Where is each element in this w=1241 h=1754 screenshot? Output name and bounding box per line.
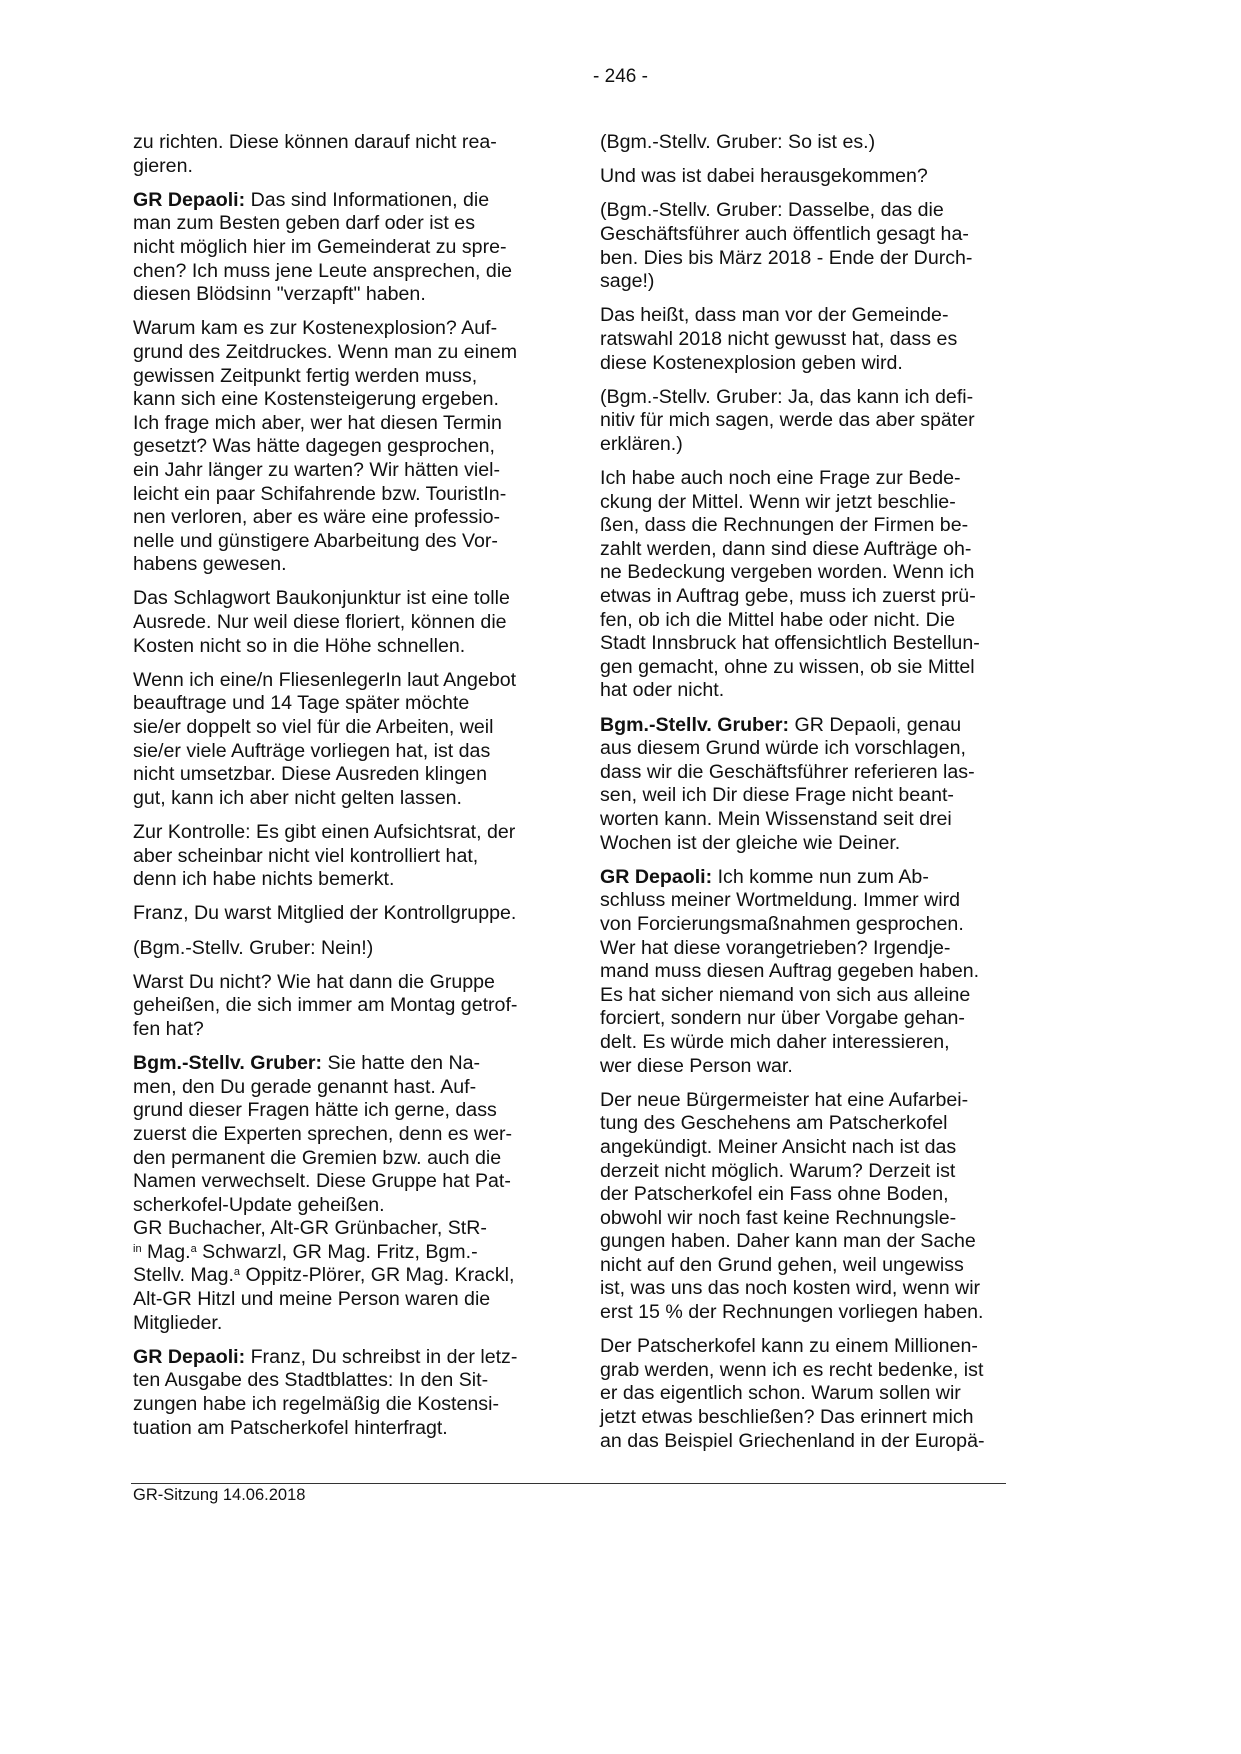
- text-line: geheißen, die sich immer am Montag getrof-: [133, 994, 518, 1017]
- paragraph: [133, 821, 583, 892]
- text-line: zu richten. Diese können darauf nicht rea-: [133, 131, 497, 153]
- paragraph: [600, 866, 1050, 1078]
- text-line: der Patscherkofel ein Fass ohne Boden,: [600, 1183, 949, 1206]
- text-line: GR Depaoli: Ich komme nun zum Ab-: [600, 865, 929, 888]
- paragraph: [600, 131, 1050, 155]
- text-line: Ich frage mich aber, wer hat diesen Termin: [133, 411, 502, 434]
- text-line: leicht ein paar Schifahrende bzw. TouristIn-: [133, 482, 507, 505]
- text-line: $^{in}$ Mag.$^a$ Schwarzl, GR Mag. Fritz, Bgm.-: [133, 1240, 478, 1263]
- paragraph: [600, 165, 1050, 189]
- paragraph: [600, 1089, 1050, 1325]
- text-line: Namen verwechselt. Diese Gruppe hat Pat-: [133, 1170, 511, 1193]
- text-line: sie/er viele Aufträge vorliegen hat, ist das: [133, 739, 491, 762]
- text-line: grund des Zeitdruckes. Wenn man zu einem: [133, 340, 518, 363]
- text-line: sen, weil ich Dir diese Frage nicht beant-: [600, 784, 954, 807]
- text-line: Es hat sicher niemand von sich aus alleine: [600, 983, 971, 1006]
- superscript: in: [133, 1242, 142, 1255]
- speaker-name: Bgm.-Stellv. Gruber:: [133, 1052, 323, 1075]
- text-line: gen gemacht, ohne zu wissen, ob sie Mittel: [600, 655, 975, 678]
- text-line: gewissen Zeitpunkt fertig werden muss,: [133, 364, 478, 387]
- text-line: Und was ist dabei herausgekommen?: [600, 165, 928, 188]
- paragraph: [133, 131, 583, 178]
- text-line: denn ich habe nichts bemerkt.: [133, 868, 395, 891]
- paragraph: [133, 587, 583, 658]
- text-line: worten kann. Mein Wissenstand seit drei: [600, 808, 952, 830]
- text-line: Mitglieder.: [133, 1311, 223, 1334]
- text-line: forciert, sondern nur über Vorgabe gehan-: [600, 1007, 965, 1030]
- text-line: delt. Es würde mich daher interessieren,: [600, 1030, 950, 1053]
- text-line: zuerst die Experten sprechen, denn es wer-: [133, 1122, 513, 1145]
- superscript: a: [190, 1242, 197, 1255]
- right-column: [600, 131, 1050, 1464]
- paragraph: [133, 1052, 583, 1335]
- text-line: aber scheinbar nicht viel kontrolliert hat,: [133, 844, 479, 867]
- paragraph: [133, 937, 583, 961]
- text-line: hat oder nicht.: [600, 679, 725, 702]
- text-line: aus diesem Grund würde ich vorschlagen,: [600, 737, 966, 760]
- speaker-name: Bgm.-Stellv. Gruber:: [600, 713, 790, 736]
- text-line: grab werden, wenn ich es recht bedenke, ist: [600, 1358, 984, 1381]
- text-line: tung des Geschehens am Patscherkofel: [600, 1112, 948, 1135]
- text-line: kann sich eine Kostensteigerung ergeben.: [133, 388, 500, 411]
- text-line: ben. Dies bis März 2018 - Ende der Durch-: [600, 246, 973, 269]
- text-line: wer diese Person war.: [600, 1054, 793, 1077]
- text-line: Der Patscherkofel kann zu einem Millionen-: [600, 1335, 978, 1358]
- text-line: sage!): [600, 270, 655, 293]
- text-line: er das eigentlich schon. Warum sollen wir: [600, 1382, 961, 1405]
- footer-text: GR-Sitzung 14.06.2018: [133, 1486, 306, 1504]
- text-line: fen, ob ich die Mittel habe oder nicht. Die: [600, 608, 956, 631]
- text-line: habens gewesen.: [133, 553, 287, 576]
- text-line: grund dieser Fragen hätte ich gerne, dass: [133, 1099, 497, 1122]
- text-line: Ausrede. Nur weil diese floriert, können die: [133, 611, 507, 634]
- text-line: von Forcierungsmaßnahmen gesprochen.: [600, 912, 964, 935]
- text-line: ne Bedeckung vergeben worden. Wenn ich: [600, 561, 975, 584]
- text-line: gungen haben. Daher kann man der Sache: [600, 1230, 976, 1253]
- text-line: gut, kann ich aber nicht gelten lassen.: [133, 786, 462, 809]
- text-line: ein Jahr länger zu warten? Wir hätten viel-: [133, 458, 501, 481]
- text-line: Franz, Du warst Mitglied der Kontrollgruppe.: [133, 902, 517, 925]
- text-line: angekündigt. Meiner Ansicht nach ist das: [600, 1135, 957, 1158]
- text-line: Alt-GR Hitzl und meine Person waren die: [133, 1288, 491, 1311]
- text-line: Geschäftsführer auch öffentlich gesagt ha-: [600, 222, 969, 245]
- text-line: nicht möglich hier im Gemeinderat zu spre-: [133, 235, 507, 258]
- text-line: mand muss diesen Auftrag gegeben haben.: [600, 960, 980, 983]
- speaker-name: GR Depaoli:: [133, 188, 246, 211]
- text-line: Der neue Bürgermeister hat eine Aufarbei-: [600, 1088, 969, 1111]
- paragraph: [133, 971, 583, 1042]
- paragraph: [600, 199, 1050, 293]
- text-line: (Bgm.-Stellv. Gruber: So ist es.): [600, 131, 876, 153]
- text-line: (Bgm.-Stellv. Gruber: Ja, das kann ich defi-: [600, 385, 974, 408]
- speaker-name: GR Depaoli:: [133, 1345, 246, 1368]
- text-line: scherkofel-Update geheißen.: [133, 1193, 385, 1216]
- text-line: jetzt etwas beschließen? Das erinnert mich: [600, 1406, 974, 1429]
- paragraph: [600, 304, 1050, 375]
- text-line: erst 15 % der Rechnungen vorliegen haben.: [600, 1301, 984, 1324]
- text-line: Bgm.-Stellv. Gruber: Sie hatte den Na-: [133, 1052, 481, 1075]
- text-line: tuation am Patscherkofel hinterfragt.: [133, 1416, 448, 1439]
- text-line: nen verloren, aber es wäre eine professio-: [133, 506, 501, 529]
- text-line: GR Depaoli: Franz, Du schreibst in der letz-: [133, 1345, 518, 1368]
- text-line: chen? Ich muss jene Leute ansprechen, die: [133, 259, 513, 282]
- paragraph: [600, 714, 1050, 856]
- text-line: GR Depaoli: Das sind Informationen, die: [133, 188, 490, 211]
- text-line: an das Beispiel Griechenland in der Europä-: [600, 1429, 985, 1452]
- text-line: ist, was uns das noch kosten wird, wenn wir: [600, 1277, 981, 1300]
- paragraph: [600, 1335, 1050, 1453]
- text-line: zahlt werden, dann sind diese Aufträge oh-: [600, 537, 972, 560]
- text-line: Warst Du nicht? Wie hat dann die Gruppe: [133, 970, 495, 993]
- text-line: Kosten nicht so in die Höhe schnellen.: [133, 634, 466, 657]
- paragraph: [133, 669, 583, 811]
- text-line: schluss meiner Wortmeldung. Immer wird: [600, 889, 961, 912]
- text-line: Warum kam es zur Kostenexplosion? Auf-: [133, 317, 498, 340]
- text-line: Stadt Innsbruck hat offensichtlich Bestellun-: [600, 632, 980, 655]
- text-line: ratswahl 2018 nicht gewusst hat, dass es: [600, 327, 958, 350]
- text-line: zungen habe ich regelmäßig die Kostensi-: [133, 1393, 499, 1416]
- left-column: [133, 131, 583, 1451]
- text-line: gesetzt? Was hätte dagegen gesprochen,: [133, 435, 496, 458]
- text-line: den permanent die Gremien bzw. auch die: [133, 1146, 502, 1169]
- text-line: erklären.): [600, 432, 683, 455]
- paragraph: [600, 467, 1050, 703]
- text-line: derzeit nicht möglich. Warum? Derzeit ist: [600, 1159, 956, 1182]
- text-line: ten Ausgabe des Stadtblattes: In den Sit-: [133, 1369, 489, 1392]
- text-line: (Bgm.-Stellv. Gruber: Dasselbe, das die: [600, 199, 944, 222]
- text-line: dass wir die Geschäftsführer referieren las-: [600, 760, 975, 783]
- footer-divider: [131, 1483, 1006, 1484]
- text-line: Wenn ich eine/n FliesenlegerIn laut Angebot: [133, 668, 517, 691]
- text-line: etwas in Auftrag gebe, muss ich zuerst prü-: [600, 585, 976, 608]
- text-line: fen hat?: [133, 1017, 204, 1040]
- text-line: ckung der Mittel. Wenn wir jetzt beschlie-: [600, 490, 956, 513]
- text-line: Zur Kontrolle: Es gibt einen Aufsichtsrat, der: [133, 821, 516, 843]
- paragraph: [133, 902, 583, 926]
- text-line: Ich habe auch noch eine Frage zur Bede-: [600, 467, 961, 490]
- text-line: GR Buchacher, Alt-GR Grünbacher, StR-: [133, 1217, 487, 1240]
- text-line: man zum Besten geben darf oder ist es: [133, 212, 475, 235]
- text-line: Das heißt, dass man vor der Gemeinde-: [600, 304, 949, 327]
- text-line: men, den Du gerade genannt hast. Auf-: [133, 1075, 477, 1098]
- text-line: nelle und günstigere Abarbeitung des Vor-: [133, 529, 498, 552]
- page-number: - 246 -: [593, 66, 648, 87]
- speaker-name: GR Depaoli:: [600, 865, 713, 888]
- text-line: Wer hat diese vorangetrieben? Irgendje-: [600, 936, 951, 959]
- text-line: Bgm.-Stellv. Gruber: GR Depaoli, genau: [600, 713, 962, 736]
- superscript: a: [233, 1266, 241, 1279]
- text-line: (Bgm.-Stellv. Gruber: Nein!): [133, 936, 374, 959]
- text-line: Das Schlagwort Baukonjunktur ist eine tolle: [133, 587, 510, 610]
- text-line: Wochen ist der gleiche wie Deiner.: [600, 831, 901, 854]
- paragraph: [133, 1346, 583, 1440]
- text-line: Stellv. Mag.$^a$ Oppitz-Plörer, GR Mag. Krackl,: [133, 1264, 515, 1287]
- text-line: diesen Blödsinn "verzapft" haben.: [133, 283, 426, 306]
- text-line: sie/er doppelt so viel für die Arbeiten, weil: [133, 716, 494, 739]
- paragraph: [133, 317, 583, 577]
- text-line: gieren.: [133, 154, 193, 177]
- text-line: nitiv für mich sagen, werde das aber später: [600, 409, 975, 432]
- text-line: beauftrage und 14 Tage später möchte: [133, 692, 470, 715]
- text-line: diese Kostenexplosion geben wird.: [600, 351, 903, 374]
- text-line: nicht umsetzbar. Diese Ausreden klingen: [133, 763, 487, 786]
- text-line: ßen, dass die Rechnungen der Firmen be-: [600, 514, 969, 537]
- text-line: obwohl wir noch fast keine Rechnungsle-: [600, 1206, 957, 1229]
- text-line: nicht auf den Grund gehen, weil ungewiss: [600, 1253, 964, 1276]
- paragraph: [133, 189, 583, 307]
- paragraph: [600, 386, 1050, 457]
